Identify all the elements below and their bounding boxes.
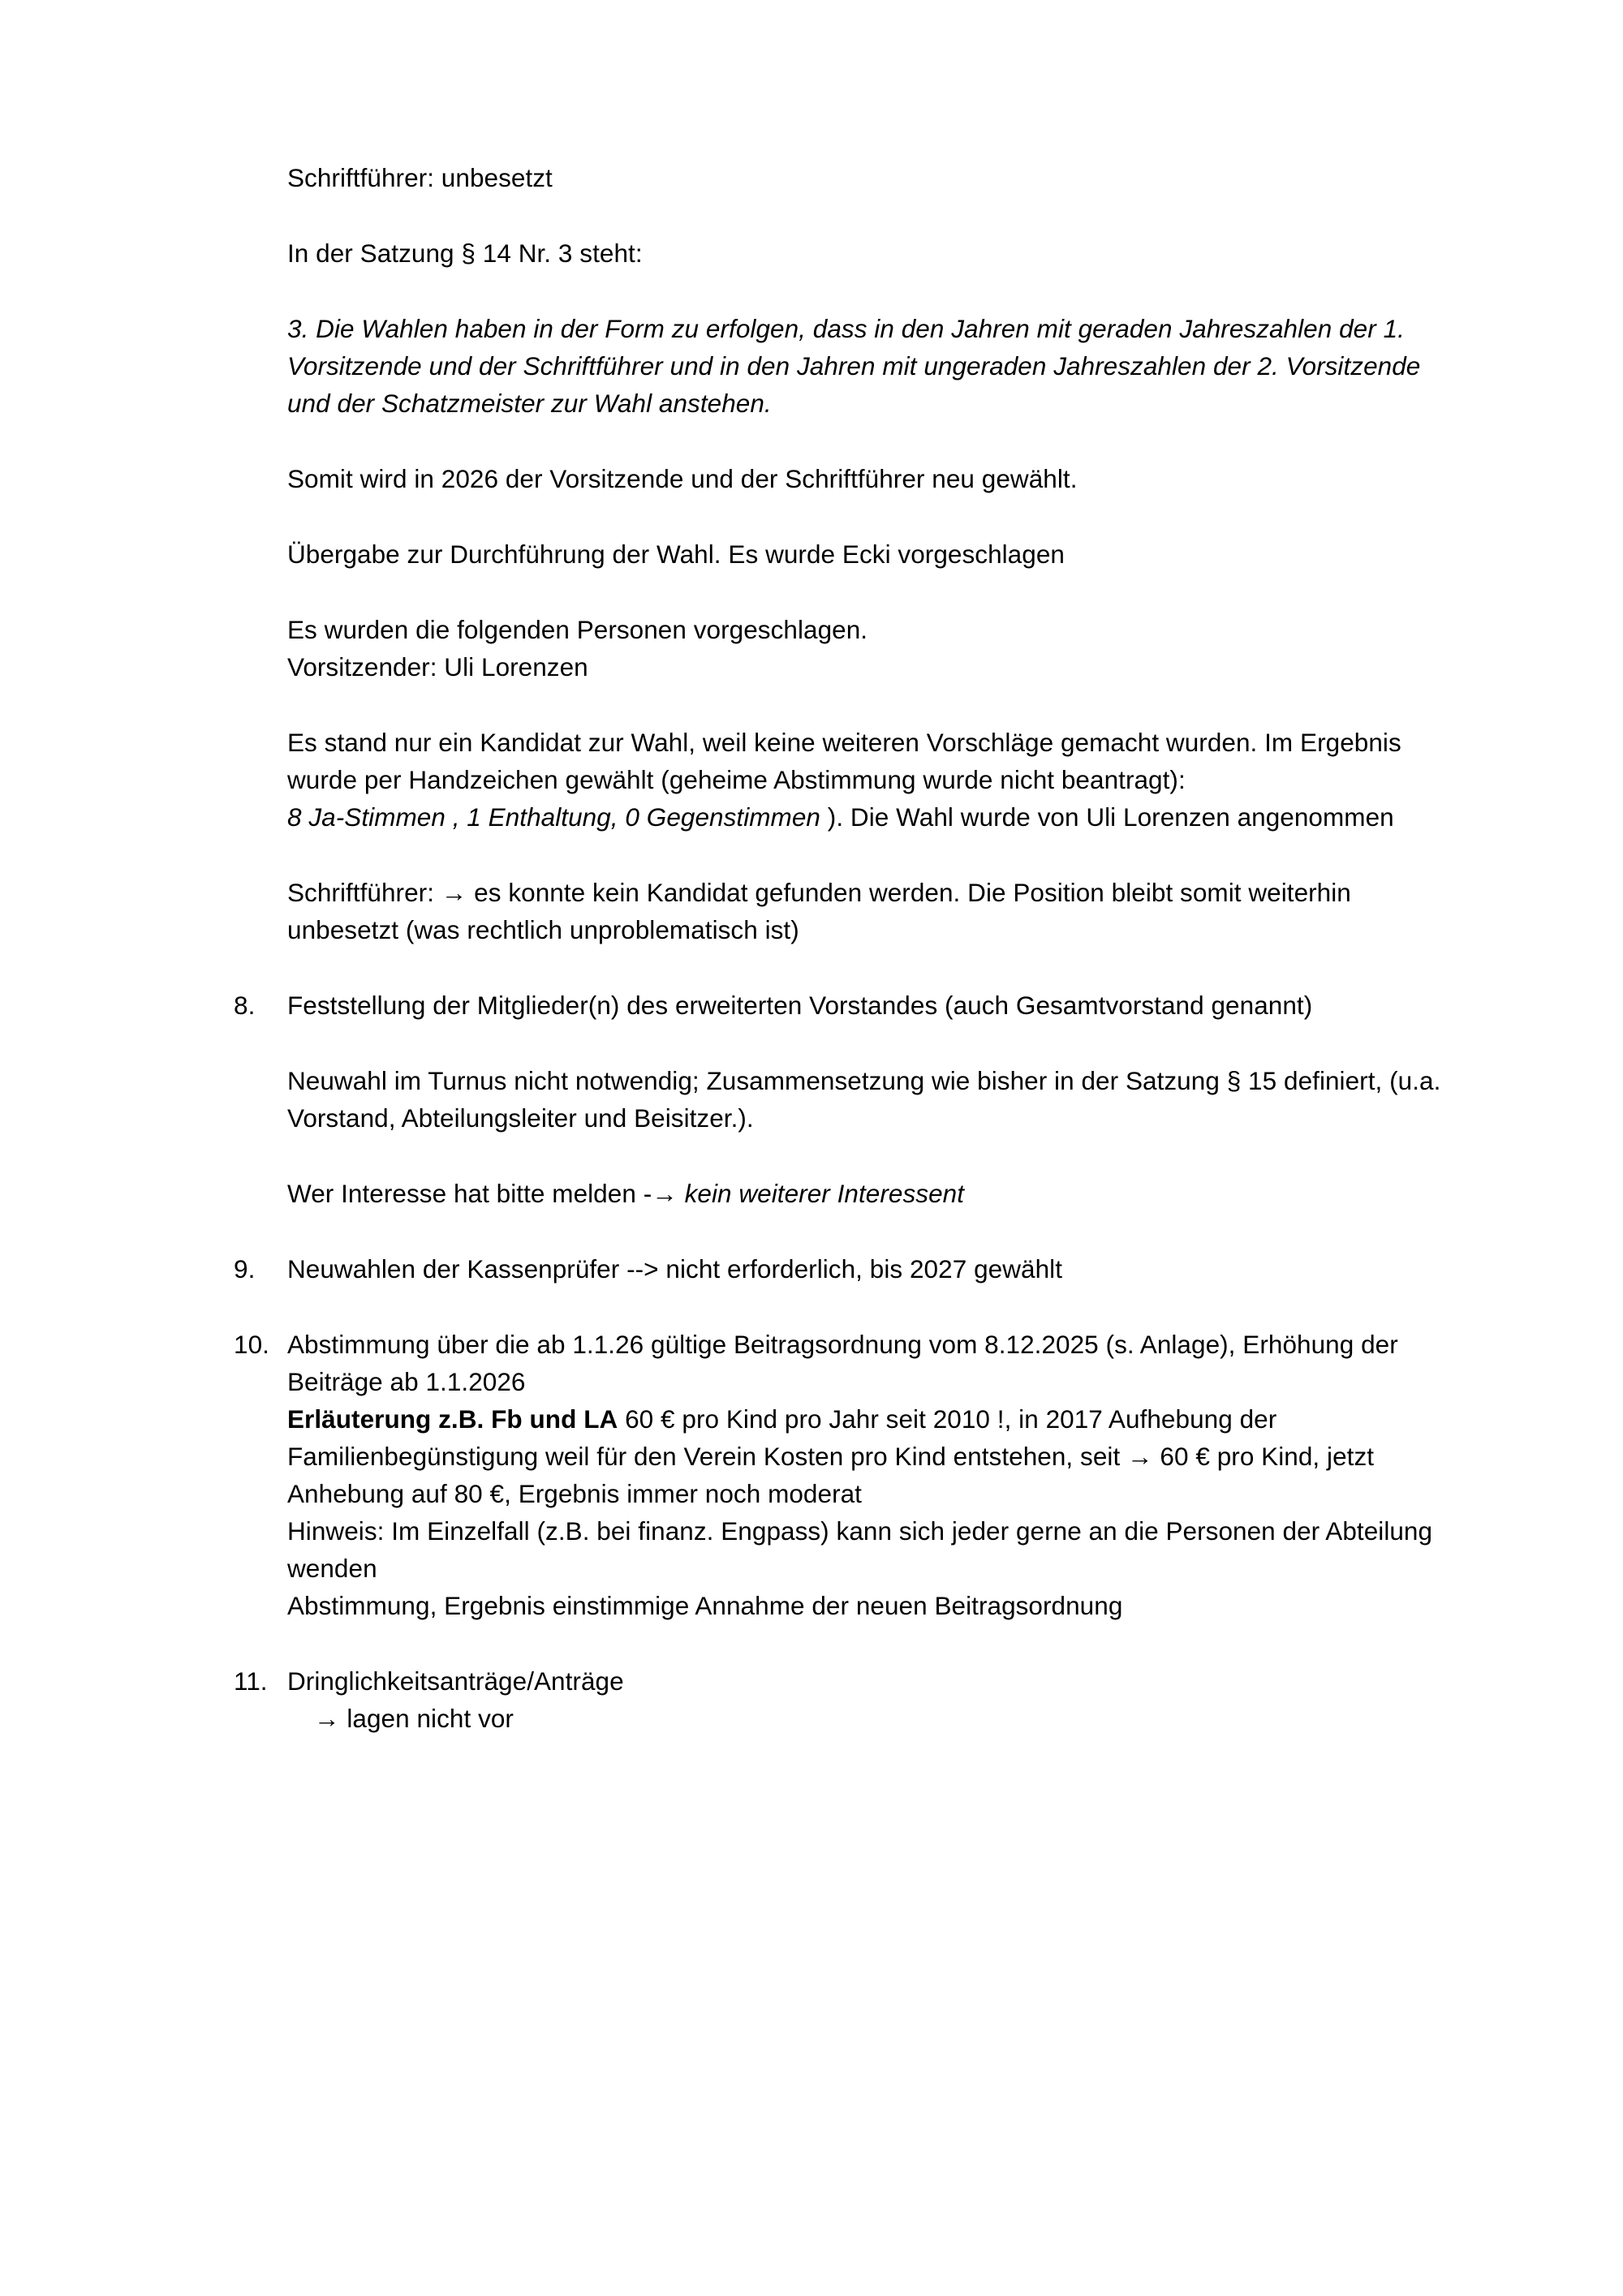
paragraph-uebergabe-wahl: Übergabe zur Durchführung der Wahl. Es wurde Ecki vorgeschlagen (287, 540, 1065, 569)
paragraph-satzung-intro: In der Satzung § 14 Nr. 3 steht: (287, 239, 643, 268)
paragraph-satzung-quote (287, 310, 1433, 422)
list-item-10-abstimmung: Abstimmung, Ergebnis einstimmige Annahme der neuen Beitragsordnung (287, 1591, 1123, 1620)
list-item-8-sub-1: Neuwahl im Turnus nicht notwendig; Zusammensetzung wie bisher in der Satzung § 15 definiert, (u.a. Vorstand, Abteilungsleiter und Beisitzer.). (287, 1066, 1441, 1133)
list-item-8-number: 8. (234, 991, 256, 1020)
list-item-8-sub-2-lead: Wer Interesse hat bitte melden -→ (287, 1179, 685, 1208)
list-item-10-text: Abstimmung über die ab 1.1.26 gültige Beitragsordnung vom 8.12.2025 (s. Anlage), Erhöhung der Beiträge ab 1.1.2026 (287, 1330, 1398, 1396)
list-item-11-text: Dringlichkeitsanträge/Anträge (287, 1666, 624, 1696)
list-item-8-sub-2 (287, 1175, 1443, 1212)
list-item-10-erlaeuterung-rest: 60 € pro Kind pro Jahr seit 2010 !, in 2017 Aufhebung der Familienbegünstigung weil für den Verein Kosten pro Kind entstehen, seit → 60 € pro Kind, jetzt Anhebung auf 80 €, Ergebnis immer noch moderat (287, 1404, 1375, 1508)
paragraph-vorsitzender-kandidat: Vorsitzender: Uli Lorenzen (287, 652, 588, 681)
paragraph-ein-kandidat: Es stand nur ein Kandidat zur Wahl, weil keine weiteren Vorschläge gemacht wurden. Im Ergebnis wurde per Handzeichen gewählt (geheime Abstimmung wurde nicht beantragt): (287, 728, 1401, 794)
list-item-11 (234, 1662, 1443, 1737)
list-item-10 (234, 1326, 1443, 1624)
list-item-8-text: Feststellung der Mitglieder(n) des erweiterten Vorstandes (auch Gesamtvorstand genannt) (287, 991, 1313, 1020)
list-item-11-sub-arrow: → lagen nicht vor (314, 1704, 514, 1733)
list-item-10-erlaeuterung-bold: Erläuterung z.B. Fb und LA (287, 1404, 618, 1434)
stimmergebnis-italic: 8 Ja-Stimmen , 1 Enthaltung, 0 Gegenstimmen (287, 802, 828, 832)
list-item-9 (234, 1250, 1443, 1288)
list-item-11-number: 11. (234, 1666, 268, 1696)
document-body (234, 159, 1443, 1737)
list-item-9-number: 9. (234, 1254, 256, 1283)
list-item-9-text: Neuwahlen der Kassenprüfer --> nicht erforderlich, bis 2027 gewählt (287, 1254, 1062, 1283)
stimmergebnis-rest: ). Die Wahl wurde von Uli Lorenzen angenommen (827, 802, 1394, 832)
paragraph-stimmergebnis (287, 798, 1433, 836)
list-item-10-erlaeuterung (287, 1400, 1443, 1512)
satzung-quote-italic: 3. Die Wahlen haben in der Form zu erfolgen, dass in den Jahren mit geraden Jahreszahlen der 1. Vorsitzende und der Schriftführer und in den Jahren mit ungeraden Jahreszahlen der 2. Vorsitzende und der Schatzmeister zur Wahl anstehen. (287, 314, 1421, 418)
paragraph-schriftfuehrer-unbesetzt: Schriftführer: unbesetzt (287, 163, 553, 192)
list-item-8-sub-2-italic: kein weiterer Interessent (684, 1179, 965, 1208)
list-item-10-hinweis: Hinweis: Im Einzelfall (z.B. bei finanz. Engpass) kann sich jeder gerne an die Personen der Abteilung wenden (287, 1516, 1433, 1583)
paragraph-schriftfuehrer-result: Schriftführer: → es konnte kein Kandidat gefunden werden. Die Position bleibt somit weiterhin unbesetzt (was rechtlich unproblematisch ist) (287, 878, 1351, 944)
list-item-10-number: 10. (234, 1330, 269, 1359)
paragraph-vorgeschlagen-intro: Es wurden die folgenden Personen vorgeschlagen. (287, 615, 868, 644)
list-item-8 (234, 987, 1443, 1212)
paragraph-somit-2026: Somit wird in 2026 der Vorsitzende und der Schriftführer neu gewählt. (287, 464, 1078, 493)
